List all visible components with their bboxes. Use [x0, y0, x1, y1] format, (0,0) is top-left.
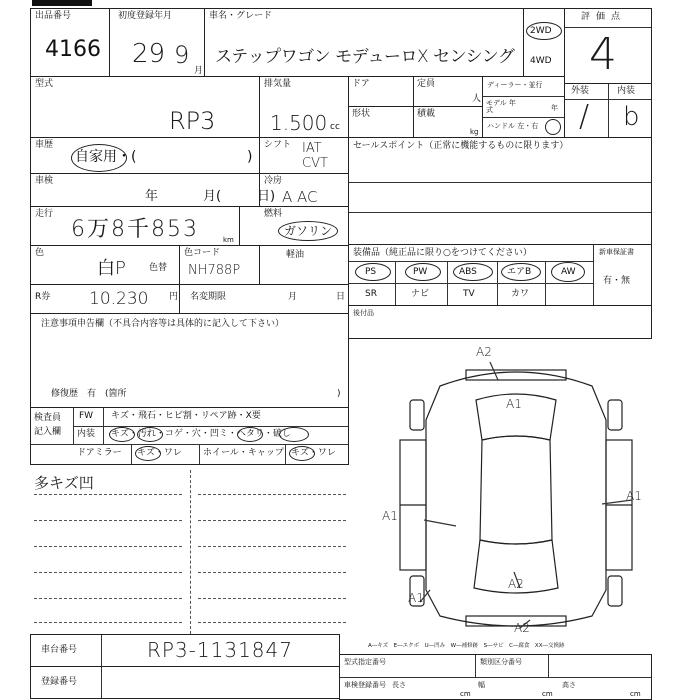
sales-point-box — [348, 137, 652, 245]
shift-label: シフト — [264, 140, 292, 150]
notes-box — [30, 313, 349, 408]
fuel-box — [239, 206, 349, 246]
diagram-mark-right: A1 — [626, 489, 642, 503]
inspector-box — [30, 407, 349, 465]
sales-point-label: セールスポイント（正常に機能するものに限ります） — [353, 141, 569, 151]
diagram-mark-rear-left: A1 — [408, 591, 424, 605]
registration-label: 登録番号 — [41, 677, 78, 687]
car-name-label: 車名・グレード — [209, 11, 273, 21]
person-unit: 人 — [472, 94, 482, 104]
shape-box — [348, 106, 414, 138]
recycle-value: 10.230 — [89, 289, 149, 309]
light-oil-box — [259, 245, 349, 285]
interior-label: 内装 — [617, 86, 636, 96]
recycle-box — [30, 284, 180, 314]
equip-sr: SR — [365, 289, 377, 299]
name-change-label: 名変期限 — [190, 292, 227, 302]
capacity-box — [413, 76, 483, 107]
color-box — [30, 245, 180, 285]
equip-abs-circle — [453, 263, 493, 281]
displacement-value: 1.500 — [270, 111, 328, 135]
interior-check-label: 内装 — [77, 429, 96, 439]
diagram-mark-left: A1 — [382, 509, 398, 523]
mileage-value: 6万8千853 — [71, 217, 199, 242]
mileage-label: 走行 — [35, 209, 54, 219]
yen-unit: 円 — [169, 292, 179, 302]
warranty-value: 有・無 — [603, 276, 631, 286]
diagram-mark-front: A2 — [476, 345, 492, 359]
exterior-label: 外装 — [571, 86, 590, 96]
width-label: 幅 — [478, 681, 485, 689]
repair-close: ) — [337, 389, 341, 399]
first-reg-label: 初度登録年月 — [118, 11, 173, 21]
top-strip — [32, 0, 92, 6]
reg-date-label: 車検登録番号 — [344, 681, 386, 689]
equip-ps-circle — [355, 263, 391, 281]
shaken-month: 月( — [203, 189, 222, 204]
wheel-rear-right-icon — [608, 576, 622, 606]
aftermarket-box — [348, 305, 652, 339]
name-change-day: 日 — [336, 292, 346, 302]
chassis-value: RP3-1131847 — [147, 638, 293, 662]
light-oil-label: 軽油 — [286, 250, 305, 260]
fw-label: FW — [79, 411, 94, 421]
capacity-label: 定員 — [417, 79, 436, 89]
model-year-label: モデル 年式 — [486, 99, 516, 114]
first-reg-month: 9 — [174, 41, 190, 69]
diagram-mark-rear-bumper: A2 — [514, 621, 530, 635]
fuel-circle — [278, 221, 338, 241]
ac-value: A AC — [282, 188, 318, 206]
equip-aw-circle — [551, 262, 585, 282]
lot-label: 出品番号 — [35, 11, 72, 21]
first-reg-box — [109, 8, 205, 77]
equip-aw: AW — [561, 267, 576, 277]
drive-2wd-circle — [526, 22, 562, 40]
first-reg-year: 29 — [132, 39, 166, 69]
history-close: ) — [247, 149, 253, 165]
equipment-label: 装備品（純正品に限り○をつけてください） — [353, 248, 532, 258]
name-change-month: 月 — [288, 292, 298, 302]
displacement-box — [259, 76, 349, 138]
car-name-box — [204, 8, 524, 77]
grade-box — [564, 8, 652, 84]
shift-box — [259, 137, 349, 174]
repair-label: 修復歴 有 (箇所 — [51, 389, 127, 399]
lot-number: 4166 — [45, 37, 101, 62]
inspector-label-1: 検査員 — [34, 413, 62, 423]
color-code: NH788P — [188, 263, 241, 278]
equip-pw: PW — [413, 267, 428, 277]
car-name: ステップワゴン モデューロX センシング — [215, 47, 515, 67]
dealer-box — [482, 76, 565, 138]
color-code-box — [179, 245, 260, 285]
dealer-label: ディーラー・並行 — [487, 81, 543, 89]
first-reg-month-unit: 月 — [194, 66, 204, 76]
wheel-items: キズ・ワレ — [291, 448, 336, 458]
fuel-value: ガソリン — [284, 224, 333, 238]
kg-unit: kg — [470, 128, 479, 136]
inspector-label-2: 記入欄 — [34, 427, 62, 437]
grade-label: 評価点 — [581, 12, 627, 22]
wheel-front-left-icon — [410, 400, 424, 430]
width-unit: cm — [542, 690, 553, 698]
exterior-grade: / — [579, 99, 590, 134]
recycle-label: R券 — [35, 292, 51, 302]
private-use-circle — [71, 144, 127, 172]
model-label: 型式 — [35, 79, 54, 89]
wheel-front-right-icon — [608, 400, 622, 430]
ac-box — [259, 173, 349, 207]
shape-label: 形状 — [352, 109, 371, 119]
type-cert-label: 型式指定番号 — [344, 658, 386, 666]
equip-ps: PS — [365, 267, 377, 277]
color-change-label: 色替 — [149, 263, 168, 273]
lot-box — [30, 8, 110, 77]
equip-navi: ナビ — [411, 289, 430, 299]
mirror-label: ドアミラー — [77, 448, 122, 458]
diagram-mark-hood: A1 — [506, 397, 522, 411]
grade-value: 4 — [589, 29, 617, 80]
damage-legend: A―キズ E―エクボ U―凹み W―補修跡 S―サビ C―腐食 XX―交換跡 — [368, 643, 565, 649]
displacement-label: 排気量 — [264, 79, 292, 89]
loadage-box — [413, 106, 483, 138]
notes-label: 注意事項申告欄（不具合内容等は具体的に記入して下さい） — [41, 319, 285, 329]
model-value: RP3 — [169, 107, 216, 135]
class-label: 類別区分番号 — [480, 658, 522, 666]
equip-leather: カワ — [511, 289, 530, 299]
fw-items: キズ・飛石・ヒビ割・リペア跡・X要 — [111, 411, 261, 421]
km-unit: km — [223, 236, 234, 244]
shaken-day: 日) — [257, 189, 276, 204]
door-label: ドア — [352, 79, 370, 89]
fuel-label: 燃料 — [264, 209, 283, 219]
history-box — [30, 137, 260, 174]
registration-box — [30, 666, 340, 699]
interior-grade: b — [623, 102, 640, 132]
diagram-mark-rear: A2 — [508, 577, 524, 591]
roof-icon — [480, 436, 552, 544]
equip-tv: TV — [463, 289, 475, 299]
height-label: 高さ — [562, 681, 576, 689]
spec-box — [339, 654, 652, 700]
aftermarket-label: 後付品 — [353, 309, 374, 317]
drive-2wd: 2WD — [530, 26, 552, 36]
warranty-label: 新車保証書 — [599, 248, 634, 256]
handwritten-note: 多キズ凹 — [34, 474, 94, 492]
shaken-year: 年 — [145, 189, 159, 204]
mileage-box — [30, 206, 240, 246]
height-unit: cm — [630, 690, 641, 698]
equip-airbag-circle — [501, 263, 541, 281]
drive-4wd: 4WD — [530, 56, 552, 66]
interior-check-items: キズ・汚れ・コゲ・穴・凹ミ・ヘタリ・破し — [111, 429, 291, 439]
mirror-items: キズ・ワレ — [137, 448, 182, 458]
year-unit: 年 — [551, 104, 558, 112]
color-label: 色 — [35, 248, 45, 258]
handle-label: ハンドル 左・右 — [487, 122, 539, 130]
equipment-box — [348, 244, 652, 306]
equip-pw-circle — [405, 263, 441, 281]
loadage-label: 積載 — [417, 109, 436, 119]
history-value: 自家用・( — [75, 149, 137, 165]
door-box — [348, 76, 414, 107]
name-change-box — [179, 284, 349, 314]
shaken-label: 車検 — [35, 176, 54, 186]
equip-airbag: エアB — [507, 267, 532, 277]
model-box — [30, 76, 260, 138]
ext-int-box — [564, 83, 652, 138]
cc-unit: cc — [330, 122, 340, 132]
wheel-label: ホイール・キャップ — [203, 448, 284, 458]
length-label: 長さ — [392, 681, 406, 689]
history-label: 車歴 — [35, 140, 54, 150]
chassis-box — [30, 634, 340, 667]
color-value: 白P — [97, 258, 126, 279]
ac-label: 冷房 — [264, 176, 283, 186]
chassis-label: 車台番号 — [41, 645, 78, 655]
handle-right-circle — [545, 119, 561, 135]
length-unit: cm — [460, 690, 471, 698]
equip-abs: ABS — [459, 267, 477, 277]
drive-box — [523, 8, 565, 77]
shift-value: IAT CVT — [302, 141, 328, 171]
color-code-label: 色コード — [184, 248, 221, 258]
